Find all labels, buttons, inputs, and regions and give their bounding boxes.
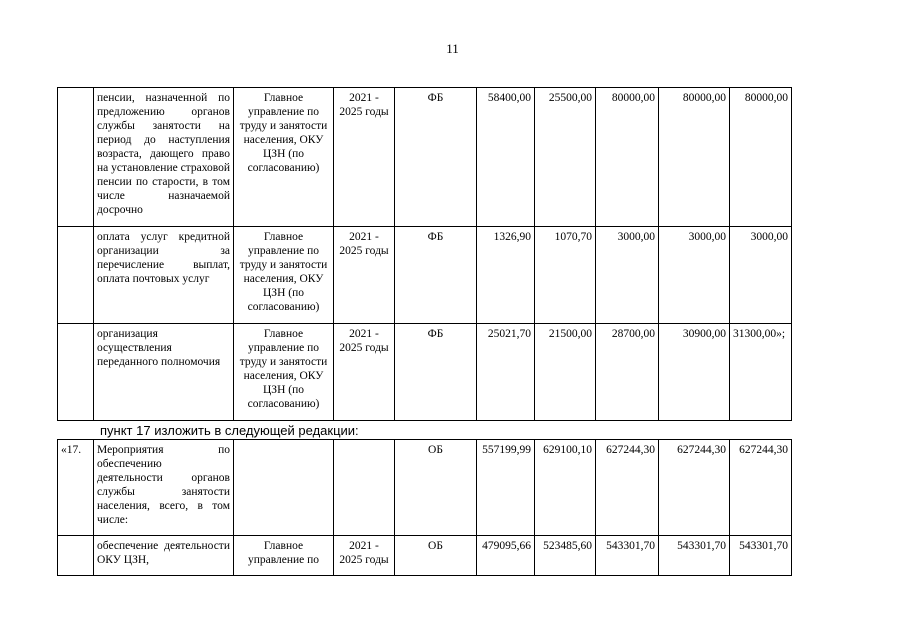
- row-index-cell: [58, 536, 94, 576]
- value-cell-2024: 543301,70: [659, 536, 730, 576]
- funding-source-cell: ФБ: [395, 227, 477, 324]
- executor-cell: Главное управление по труду и занятости населения, ОКУ ЦЗН (по согласованию): [234, 227, 334, 324]
- row-index-cell: «17.: [58, 440, 94, 536]
- description-cell: обеспечение деятельности ОКУ ЦЗН,: [94, 536, 234, 576]
- funding-source-cell: ОБ: [395, 536, 477, 576]
- table-row: [58, 536, 792, 576]
- value-cell-2025: 543301,70: [730, 536, 792, 576]
- description-cell: пенсии, назначенной по предложению органов службы занятости на период до наступления возраста, дающего право на установление страховой пенсии по старости, в том числе назначаемой досрочно: [94, 88, 234, 227]
- period-cell: 2021 - 2025 годы: [334, 324, 395, 421]
- funding-source-cell: ФБ: [395, 88, 477, 227]
- description-cell: организация осуществления переданного полномочия: [94, 324, 234, 421]
- funding-source-cell: ФБ: [395, 324, 477, 421]
- description-cell: оплата услуг кредитной организации за перечисление выплат, оплата почтовых услуг: [94, 227, 234, 324]
- row-index-cell: [58, 227, 94, 324]
- value-cell-2022: 25500,00: [535, 88, 596, 227]
- value-cell-2021: 25021,70: [477, 324, 535, 421]
- measures-table-bottom: [57, 439, 792, 576]
- value-cell-2023: 3000,00: [596, 227, 659, 324]
- value-cell-2022: 21500,00: [535, 324, 596, 421]
- value-cell-2023: 80000,00: [596, 88, 659, 227]
- value-cell-2024: 3000,00: [659, 227, 730, 324]
- executor-cell: [234, 440, 334, 536]
- table-row: [58, 440, 792, 536]
- table-row: [58, 324, 792, 421]
- period-cell: 2021 - 2025 годы: [334, 227, 395, 324]
- value-cell-2021: 58400,00: [477, 88, 535, 227]
- table-row: [58, 88, 792, 227]
- value-cell-2023: 627244,30: [596, 440, 659, 536]
- page-number: 11: [446, 41, 459, 56]
- value-cell-2024: 30900,00: [659, 324, 730, 421]
- value-cell-2023: 28700,00: [596, 324, 659, 421]
- value-cell-2025: 627244,30: [730, 440, 792, 536]
- executor-cell: Главное управление по труду и занятости населения, ОКУ ЦЗН (по согласованию): [234, 324, 334, 421]
- value-cell-2022: 1070,70: [535, 227, 596, 324]
- executor-cell: Главное управление по: [234, 536, 334, 576]
- value-cell-2025: 31300,00»;: [730, 324, 792, 421]
- value-cell-2021: 479095,66: [477, 536, 535, 576]
- value-cell-2022: 629100,10: [535, 440, 596, 536]
- funding-source-cell: ОБ: [395, 440, 477, 536]
- period-cell: 2021 - 2025 годы: [334, 536, 395, 576]
- value-cell-2025: 3000,00: [730, 227, 792, 324]
- value-cell-2021: 1326,90: [477, 227, 535, 324]
- amendment-note: пункт 17 изложить в следующей редакции:: [100, 423, 359, 438]
- value-cell-2021: 557199,99: [477, 440, 535, 536]
- value-cell-2024: 627244,30: [659, 440, 730, 536]
- executor-cell: Главное управление по труду и занятости населения, ОКУ ЦЗН (по согласованию): [234, 88, 334, 227]
- value-cell-2023: 543301,70: [596, 536, 659, 576]
- value-cell-2022: 523485,60: [535, 536, 596, 576]
- period-cell: 2021 - 2025 годы: [334, 88, 395, 227]
- value-cell-2025: 80000,00: [730, 88, 792, 227]
- table-row: [58, 227, 792, 324]
- value-cell-2024: 80000,00: [659, 88, 730, 227]
- row-index-cell: [58, 324, 94, 421]
- row-index-cell: [58, 88, 94, 227]
- period-cell: [334, 440, 395, 536]
- description-cell: Мероприятия по обеспечению деятельности органов службы занятости населения, всего, в том числе:: [94, 440, 234, 536]
- measures-table-top: [57, 87, 792, 421]
